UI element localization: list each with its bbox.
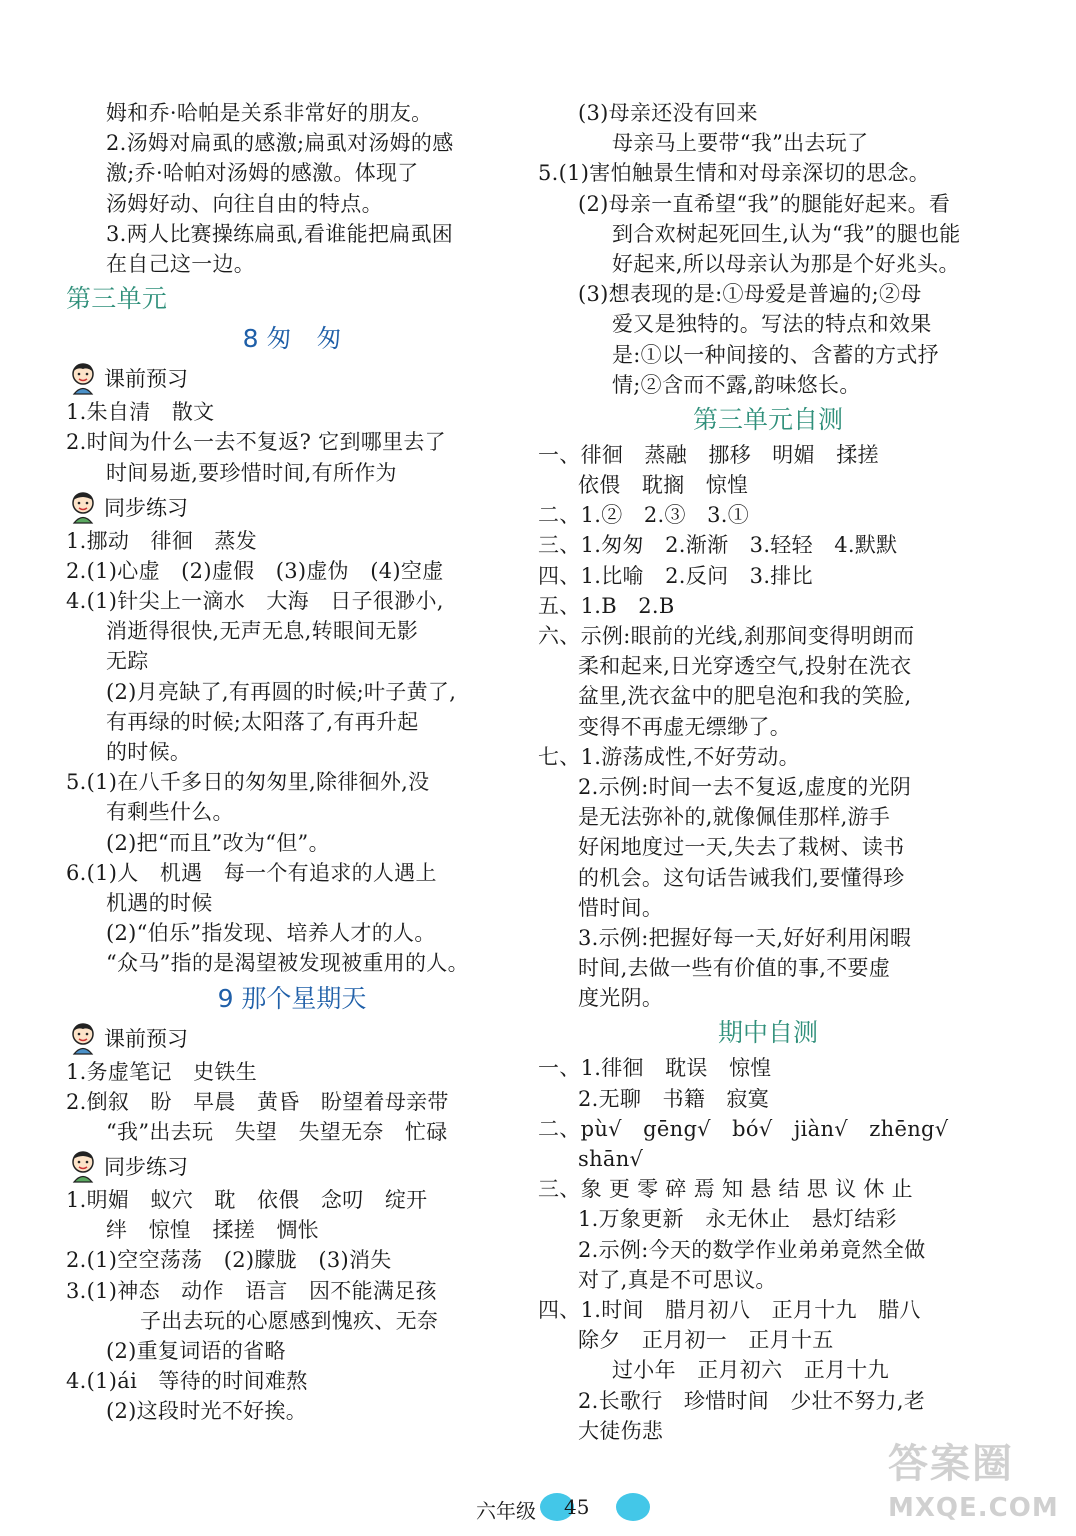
answer-line: 2.示例:时间一去不复返,虚度的光阴 <box>578 774 912 799</box>
watermark <box>888 1432 1058 1522</box>
answer-line: 1.务虚笔记 史铁生 <box>66 1059 258 1084</box>
practice-9-list <box>66 1185 518 1427</box>
practice-8-list <box>66 526 518 979</box>
answer-line: 依偎 耽搁 惊惶 <box>578 473 749 498</box>
answer-line: 激;乔·哈帕对汤姆的感激。体现了 <box>106 161 419 186</box>
cartoon-kid-icon <box>66 490 100 524</box>
answer-line: 1.朱自清 散文 <box>66 400 215 425</box>
answer-line: 二、1.② 2.③ 3.① <box>538 503 750 528</box>
answer-line: 三、象 更 零 碎 焉 知 悬 结 思 议 休 止 <box>538 1177 913 1202</box>
answer-line: (3)想表现的是:①母爱是普遍的;②母 <box>578 282 922 307</box>
lesson-8-title: 8 匆 匆 <box>242 324 342 354</box>
answer-line: 五、1.B 2.B <box>538 593 675 618</box>
midterm-list <box>538 1053 998 1445</box>
answer-line: 度光阴。 <box>578 986 664 1011</box>
answer-line: 1.挪动 徘徊 蒸发 <box>66 528 258 553</box>
answer-line: 在自己这一边。 <box>106 251 256 276</box>
answer-line: (2)把“而且”改为“但”。 <box>106 830 330 855</box>
preview-8-list <box>66 397 518 488</box>
answer-line: 是无法弥补的,就像佩佳那样,游手 <box>578 805 891 830</box>
answer-line: 3.两人比赛操练扁虱,看谁能把扁虱困 <box>106 221 454 246</box>
answer-line: 柔和起来,日光穿透空气,投射在洗衣 <box>578 654 912 679</box>
answer-line: 2.(1)心虚 (2)虚假 (3)虚伪 (4)空虚 <box>66 558 444 583</box>
answer-line: 一、徘徊 蒸融 挪移 明媚 揉搓 <box>538 442 879 467</box>
answer-line: shān√ <box>578 1147 644 1171</box>
answer-line: 大徒伤悲 <box>578 1418 664 1443</box>
answer-line: 3.示例:把握好每一天,好好利用闲暇 <box>578 925 912 950</box>
practice-header <box>66 1147 518 1185</box>
answer-line: (2)母亲一直希望“我”的腿能好起来。看 <box>578 191 951 216</box>
unit-title: 第三单元 <box>66 284 168 314</box>
answer-line: (2)月亮缺了,有再圆的时候;叶子黄了, <box>106 679 457 704</box>
answer-line: 姆和乔·哈帕是关系非常好的朋友。 <box>106 101 433 125</box>
answer-line: (2)这段时光不好挨。 <box>106 1399 308 1424</box>
answer-line: 七、1.游荡成性,不好劳动。 <box>538 744 800 769</box>
answer-line: 过小年 正月初六 正月十九 <box>612 1358 889 1383</box>
answer-line: “众马”指的是渴望被发现被重用的人。 <box>106 951 469 976</box>
answer-line: 消逝得很快,无声无息,转眼间无影 <box>106 619 419 644</box>
answer-line: 6.(1)人 机遇 每一个有追求的人遇上 <box>66 860 437 885</box>
watermark-line1: 答案圈 <box>888 1441 1014 1487</box>
answer-line: 盆里,洗衣盆中的肥皂泡和我的笑脸, <box>578 684 912 709</box>
answer-line: 一、1.徘徊 耽误 惊惶 <box>538 1056 772 1081</box>
cartoon-kid-icon <box>66 1149 100 1183</box>
grade-label: 六年级 <box>476 1499 536 1523</box>
answer-line: 机遇的时候 <box>106 890 213 915</box>
answer-line: 爱又是独特的。写法的特点和效果 <box>612 312 932 337</box>
answer-line: 时间易逝,要珍惜时间,有所作为 <box>106 460 397 485</box>
answer-line: 的机会。这句话告诫我们,要懂得珍 <box>578 865 905 890</box>
lines-continued <box>66 98 518 279</box>
answer-line: 子出去玩的心愿感到愧疚、无奈 <box>140 1308 439 1333</box>
answer-line: 变得不再虚无缥缈了。 <box>578 714 791 739</box>
preview-header-label: 课前预习 <box>104 367 188 392</box>
answer-line: (2)“伯乐”指发现、培养人才的人。 <box>106 921 436 946</box>
answer-line: 1.明媚 蚁穴 耽 依偎 念叨 绽开 <box>66 1188 428 1213</box>
lines-top-list <box>538 98 998 400</box>
answer-line: 5.(1)在八千多日的匆匆里,除徘徊外,没 <box>66 770 430 795</box>
unit-test-title: 第三单元自测 <box>692 404 843 434</box>
answer-line: 母亲马上要带“我”出去玩了 <box>612 131 869 156</box>
answer-line: 情;②含而不露,韵味悠长。 <box>612 372 861 397</box>
answer-line: 二、pù√ gēng√ bó√ jiàn√ zhēng√ <box>538 1116 949 1141</box>
cartoon-kid-icon <box>66 361 100 395</box>
answer-line: 2.长歌行 珍惜时间 少壮不努力,老 <box>578 1388 926 1413</box>
answer-line: 2.倒叙 盼 早晨 黄昏 盼望着母亲带 <box>66 1089 449 1114</box>
answer-line: 3.(1)神态 动作 语言 因不能满足孩 <box>66 1278 437 1303</box>
answer-line: 汤姆好动、向往自由的特点。 <box>106 191 383 216</box>
answer-line: 四、1.比喻 2.反问 3.排比 <box>538 563 813 588</box>
answer-line: 除夕 正月初一 正月十五 <box>578 1328 834 1353</box>
right-column <box>538 98 998 1446</box>
left-column <box>66 98 518 1427</box>
answer-line: 好闲地度过一天,失去了栽树、读书 <box>578 835 905 860</box>
answer-line: 到合欢树起死回生,认为“我”的腿也能 <box>612 221 961 246</box>
practice-header <box>66 488 518 526</box>
answer-line: 2.示例:今天的数学作业弟弟竟然全做 <box>578 1237 926 1262</box>
preview-header <box>66 1019 518 1057</box>
preview-9-list <box>66 1057 518 1148</box>
page-number: 45 <box>564 1495 590 1519</box>
answer-line: 绊 惊惶 揉搓 惆怅 <box>106 1218 319 1243</box>
answer-line: 2.汤姆对扁虱的感激;扁虱对汤姆的感 <box>106 131 454 156</box>
cartoon-kid-icon <box>66 1021 100 1055</box>
answer-line: 对了,真是不可思议。 <box>578 1267 777 1292</box>
answer-line: 2.无聊 书籍 寂寞 <box>578 1086 770 1111</box>
practice-header-label: 同步练习 <box>104 495 188 520</box>
answer-line: 有再绿的时候;太阳落了,有再升起 <box>106 709 419 734</box>
answer-line: 六、示例:眼前的光线,刹那间变得明朗而 <box>538 624 915 648</box>
answer-line: 有剩些什么。 <box>106 800 234 825</box>
answer-line: 惜时间。 <box>578 895 664 920</box>
watermark-line2: MXQE.COM <box>888 1493 1059 1523</box>
answer-line: 三、1.匆匆 2.渐渐 3.轻轻 4.默默 <box>538 533 898 558</box>
preview-header <box>66 359 518 397</box>
unit-test-list <box>538 440 998 1014</box>
answer-line: 的时候。 <box>106 740 192 764</box>
answer-line: 5.(1)害怕触景生情和对母亲深切的思念。 <box>538 161 931 186</box>
answer-line: (2)重复词语的省略 <box>106 1339 286 1363</box>
answer-line: “我”出去玩 失望 失望无奈 忙碌 <box>106 1119 448 1144</box>
answer-line: 四、1.时间 腊月初八 正月十九 腊八 <box>538 1297 921 1322</box>
answer-line: 无踪 <box>106 649 149 674</box>
answer-line: 2.(1)空空荡荡 (2)朦胧 (3)消失 <box>66 1248 392 1273</box>
answer-line: 4.(1)针尖上一滴水 大海 日子很渺小, <box>66 589 444 614</box>
answer-line: 2.时间为什么一去不复返? 它到哪里去了 <box>66 430 446 455</box>
answer-line: 好起来,所以母亲认为那是个好兆头。 <box>612 251 960 276</box>
bubble-decoration-icon <box>616 1493 650 1521</box>
answer-line: 是:①以一种间接的、含蓄的方式抒 <box>612 342 939 367</box>
midterm-title: 期中自测 <box>717 1018 818 1048</box>
lesson-9-title: 9 那个星期天 <box>217 983 367 1013</box>
answer-line: (3)母亲还没有回来 <box>578 101 758 125</box>
practice-header-label: 同步练习 <box>104 1155 188 1180</box>
answer-line: 时间,去做一些有价值的事,不要虚 <box>578 956 891 981</box>
answer-line: 1.万象更新 永无休止 悬灯结彩 <box>578 1207 897 1232</box>
answer-line: 4.(1)ái 等待的时间难熬 <box>66 1369 308 1394</box>
preview-header-label: 课前预习 <box>104 1026 188 1051</box>
